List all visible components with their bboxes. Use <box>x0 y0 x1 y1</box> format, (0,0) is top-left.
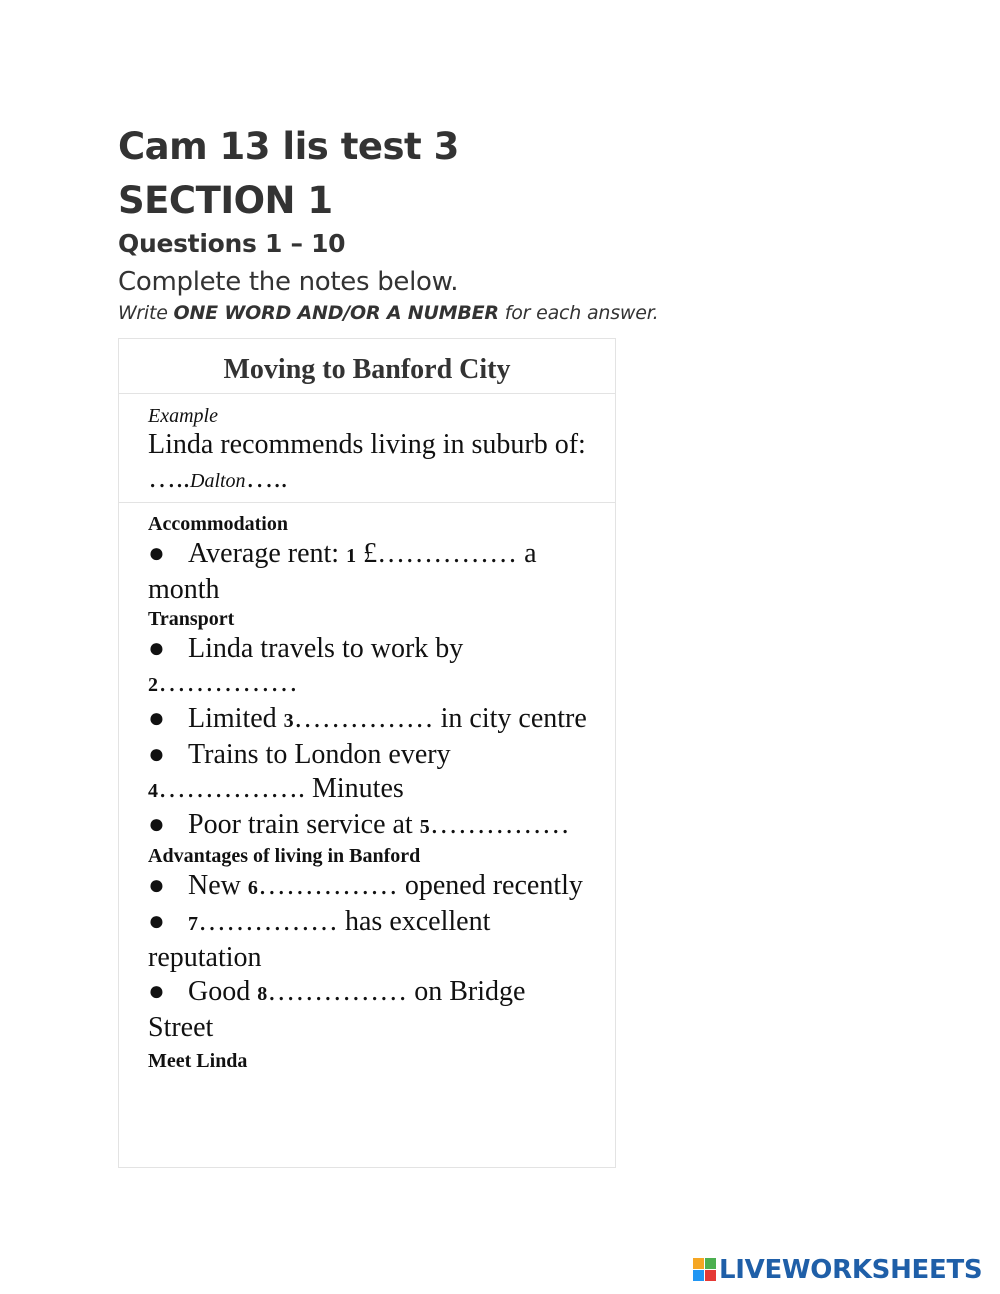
question-6 <box>148 869 587 905</box>
example-answer: Dalton <box>190 470 246 492</box>
notes-table <box>118 338 616 1168</box>
heading-advantages: Advantages of living in Banford <box>148 845 421 867</box>
answer-rule-pre: Write <box>118 302 174 324</box>
q2-number: 2 <box>148 674 158 696</box>
heading-meet-linda: Meet Linda <box>148 1050 248 1072</box>
bullet-icon: ● <box>148 538 165 569</box>
q6-text-pre: New <box>188 870 248 901</box>
question-8 <box>148 975 587 1045</box>
bullet-icon: ● <box>148 976 165 1007</box>
heading-accommodation: Accommodation <box>148 513 288 535</box>
q3-number: 3 <box>283 710 294 732</box>
q5-text-pre: Poor train service at <box>188 809 420 840</box>
example-text <box>148 428 587 498</box>
question-2 <box>148 632 587 702</box>
q2-blank[interactable]: …………… <box>158 667 298 698</box>
instruction-text: Complete the notes below. <box>118 267 459 297</box>
q4-blank[interactable]: ……………. Minutes <box>158 773 404 804</box>
q7-blank[interactable]: …………… has excellent reputation <box>148 906 491 973</box>
notes-title: Moving to Banford City <box>119 339 615 394</box>
bullet-icon: ● <box>148 906 165 937</box>
page-title: Cam 13 lis test 3 <box>118 125 459 168</box>
example-block <box>119 394 615 503</box>
notes-body <box>119 503 615 1074</box>
bullet-icon: ● <box>148 870 165 901</box>
worksheet-header <box>118 122 658 326</box>
q1-text-pre: Average rent: <box>188 538 347 569</box>
question-1 <box>148 537 587 607</box>
q8-blank[interactable]: …………… on Bridge Street <box>148 976 526 1043</box>
q3-blank[interactable]: …………… in city centre <box>293 703 587 734</box>
answer-rule-emphasis: ONE WORD AND/OR A NUMBER <box>173 302 499 324</box>
liveworksheets-logo <box>693 1253 982 1287</box>
logo-text: LIVEWORKSHEETS <box>719 1255 983 1285</box>
question-5 <box>148 808 587 844</box>
example-sentence: Linda recommends living in suburb of: ….. <box>148 429 586 494</box>
answer-rule-post: for each answer. <box>498 302 659 324</box>
q5-blank[interactable]: …………… <box>429 809 570 840</box>
bullet-icon: ● <box>148 633 165 664</box>
q6-number: 6 <box>247 877 258 899</box>
q7-number: 7 <box>188 913 198 935</box>
example-label: Example <box>148 405 218 427</box>
answer-rule <box>118 300 658 326</box>
example-suffix: ….. <box>245 463 288 494</box>
q1-blank[interactable]: £…………… a month <box>148 538 537 605</box>
bullet-icon: ● <box>148 703 165 734</box>
question-4 <box>148 738 587 808</box>
q6-blank[interactable]: …………… opened recently <box>257 870 583 901</box>
q4-text-pre: Trains to London every <box>188 739 451 770</box>
question-3 <box>148 702 587 738</box>
q2-text-pre: Linda travels to work by <box>188 633 464 664</box>
q1-number: 1 <box>346 545 357 567</box>
q5-number: 5 <box>419 816 430 838</box>
questions-range: Questions 1 – 10 <box>118 229 346 258</box>
section-heading: SECTION 1 <box>118 179 333 222</box>
q8-text-pre: Good <box>188 976 258 1007</box>
q8-number: 8 <box>257 983 268 1005</box>
heading-transport: Transport <box>148 608 235 630</box>
question-7 <box>148 905 587 975</box>
q4-number: 4 <box>148 780 158 802</box>
bullet-icon: ● <box>148 809 165 840</box>
q3-text-pre: Limited <box>188 703 284 734</box>
logo-squares-icon <box>693 1258 717 1282</box>
bullet-icon: ● <box>148 739 165 770</box>
